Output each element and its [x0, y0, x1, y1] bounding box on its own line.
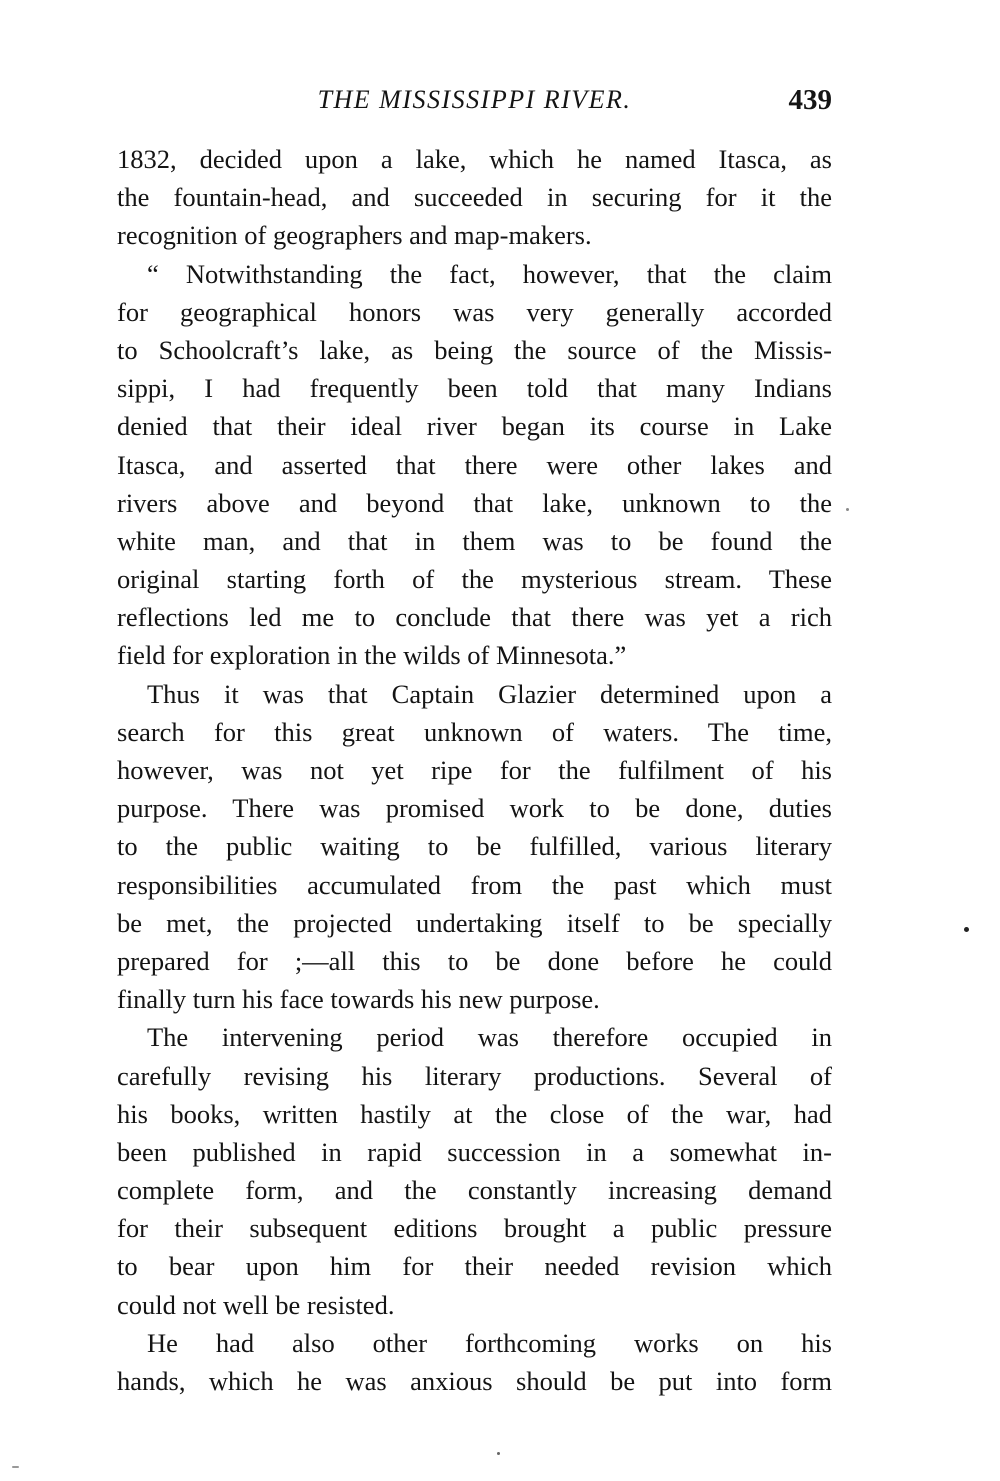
- text-line: Thus it was that Captain Glazier determined upon a: [147, 678, 832, 709]
- print-speck: [964, 927, 969, 932]
- text-line: denied that their ideal river began its course in Lake: [117, 411, 832, 442]
- text-line: He had also other forthcoming works on his: [147, 1327, 832, 1358]
- text-line: 1832, decided upon a lake, which he named Itasca, as: [117, 144, 832, 174]
- running-head: [117, 80, 832, 120]
- text-line: finally turn his face towards his new purpose.: [117, 984, 600, 1015]
- text-line: search for this great unknown of waters. The time,: [117, 716, 832, 747]
- text-line: for geographical honors was very generally accorded: [117, 296, 832, 327]
- text-line: “ Notwithstanding the fact, however, that the claim: [147, 258, 832, 289]
- print-speck: [846, 508, 849, 511]
- text-line: however, was not yet ripe for the fulfilment of his: [117, 755, 832, 785]
- text-line: rivers above and beyond that lake, unknown to the: [117, 487, 832, 518]
- text-line: the fountain-head, and succeeded in securing for it the: [117, 182, 832, 213]
- print-speck: [12, 1466, 19, 1468]
- running-title: THE MISSISSIPPI RIVER.: [317, 85, 632, 114]
- text-line: be met, the projected undertaking itself to be specially: [117, 907, 832, 938]
- text-line: been published in rapid succession in a somewhat in-: [117, 1136, 832, 1167]
- text-line: white man, and that in them was to be found the: [117, 525, 832, 556]
- text-line: reflections led me to conclude that there was yet a rich: [117, 602, 832, 633]
- text-line: complete form, and the constantly increasing demand: [117, 1175, 832, 1206]
- text-line: sippi, I had frequently been told that many Indians: [117, 373, 832, 404]
- page-number: 439: [788, 84, 832, 116]
- text-line: to Schoolcraft’s lake, as being the source of the Missis-: [117, 334, 832, 365]
- text-line: hands, which he was anxious should be put into form: [117, 1366, 832, 1396]
- text-line: could not well be resisted.: [117, 1289, 395, 1320]
- print-speck: [497, 1452, 500, 1455]
- text-line: for their subsequent editions brought a public pressure: [117, 1213, 832, 1244]
- text-line: carefully revising his literary productions. Several of: [117, 1060, 832, 1091]
- text-line: prepared for ;—all this to be done before he could: [117, 945, 832, 976]
- text-line: to the public waiting to be fulfilled, various literary: [117, 831, 832, 862]
- text-line: Itasca, and asserted that there were other lakes and: [117, 449, 832, 480]
- text-line: recognition of geographers and map-makers.: [117, 220, 592, 251]
- body-text: [117, 140, 832, 1400]
- text-line: to bear upon him for their needed revision which: [117, 1251, 832, 1282]
- text-line: original starting forth of the mysterious stream. These: [117, 564, 832, 595]
- text-line: field for exploration in the wilds of Minnesota.”: [117, 640, 627, 671]
- text-line: his books, written hastily at the close of the war, had: [117, 1098, 832, 1129]
- text-line: purpose. There was promised work to be done, duties: [117, 793, 832, 824]
- text-line: The intervening period was therefore occupied in: [147, 1022, 832, 1053]
- text-line: responsibilities accumulated from the past which must: [117, 869, 832, 900]
